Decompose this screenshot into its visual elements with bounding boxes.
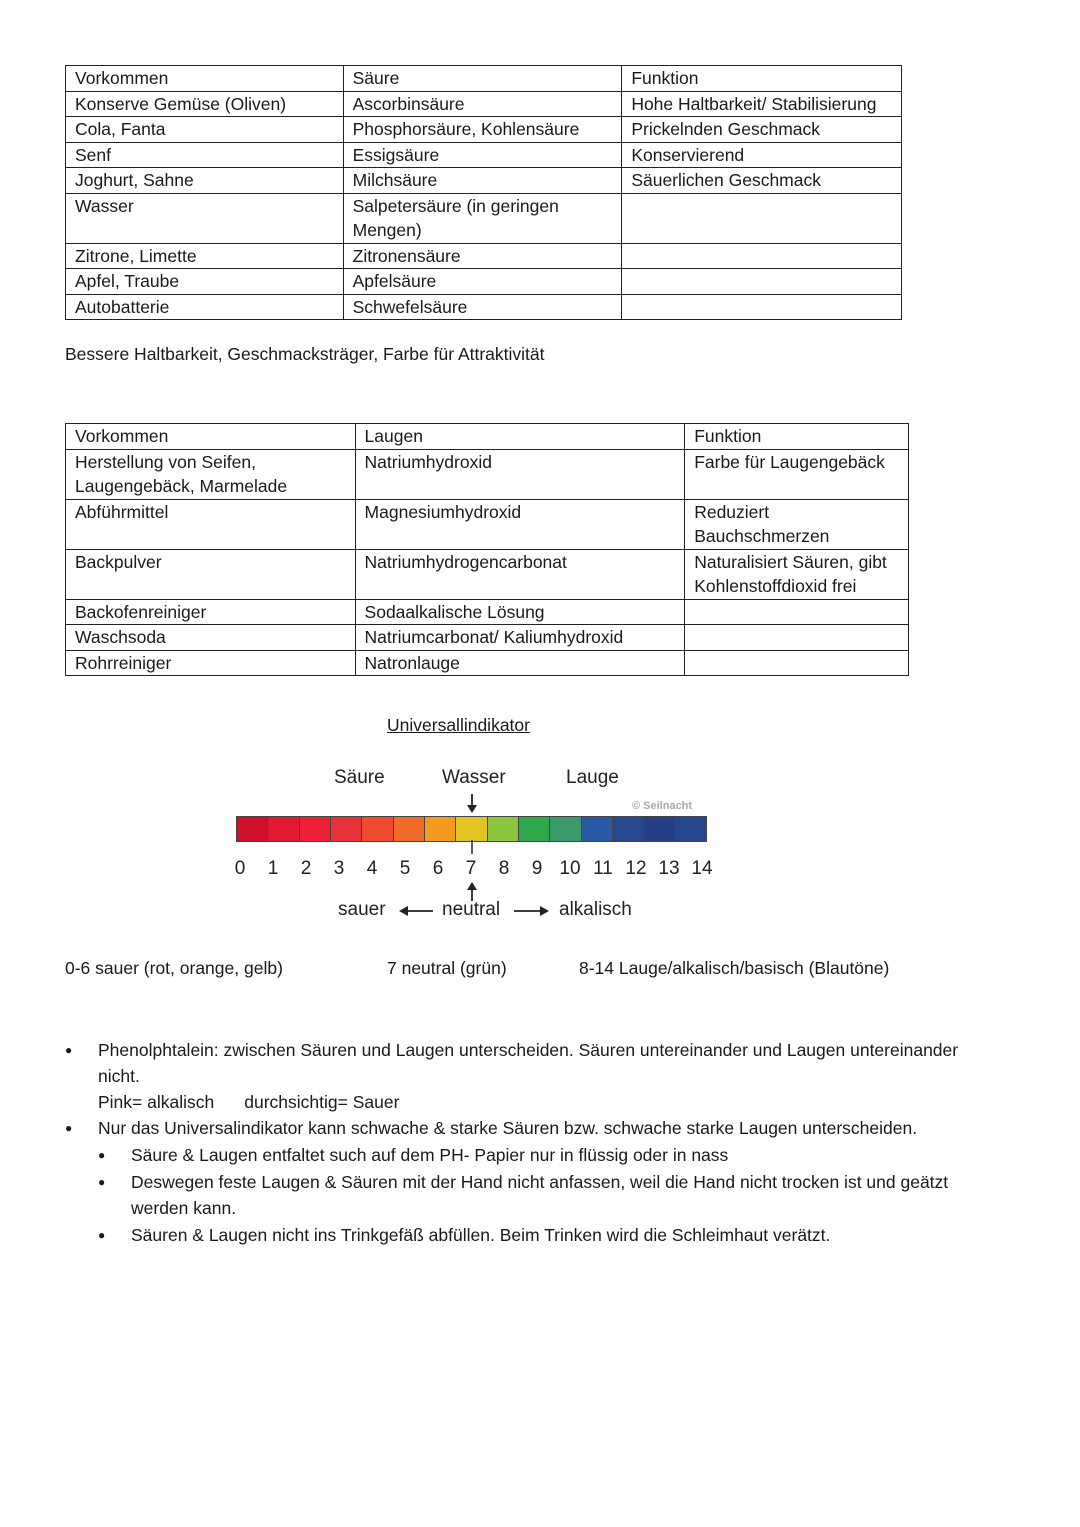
table-cell: Autobatterie	[66, 294, 344, 320]
word-alkalisch: alkalisch	[559, 899, 632, 920]
table-header-cell: Funktion	[685, 424, 909, 450]
table-cell	[685, 650, 909, 676]
range-base: 8-14 Lauge/alkalisch/basisch (Blautöne)	[579, 958, 890, 978]
table-cell: Ascorbinsäure	[343, 91, 622, 117]
label-water: Wasser	[442, 767, 506, 788]
ph-number: 13	[658, 858, 680, 879]
table-row	[66, 243, 902, 269]
ph-segment-0	[237, 817, 268, 841]
table-cell: Säuerlichen Geschmack	[622, 168, 902, 194]
table-cell	[622, 193, 902, 243]
acids-note: Bessere Haltbarkeit, Geschmacksträger, Farbe für Attraktivität	[65, 344, 545, 364]
table-header-row	[66, 66, 902, 92]
table-row	[66, 599, 909, 625]
word-sauer: sauer	[338, 899, 386, 920]
range-neutral: 7 neutral (grün)	[387, 958, 507, 978]
table-cell: Natronlauge	[355, 650, 685, 676]
ph-segment-3	[331, 817, 362, 841]
label-acid: Säure	[334, 767, 385, 788]
sub-notes-list	[98, 1142, 998, 1249]
table-row	[66, 294, 902, 320]
table-cell: Prickelnden Geschmack	[622, 117, 902, 143]
table-row	[66, 142, 902, 168]
table-cell	[622, 269, 902, 295]
table-cell	[622, 294, 902, 320]
arrow-down-icon	[462, 792, 482, 816]
bases-table-body	[66, 424, 909, 676]
ph-number: 8	[498, 858, 510, 879]
arrow-left-icon	[398, 903, 434, 919]
table-row	[66, 549, 909, 599]
acids-table-body	[66, 66, 902, 320]
list-item	[98, 1142, 998, 1169]
table-cell: Reduziert Bauchschmerzen	[685, 499, 909, 549]
ph-number: 5	[399, 858, 411, 879]
table-cell: Sodaalkalische Lösung	[355, 599, 685, 625]
ph-segment-14	[676, 817, 706, 841]
table-cell: Wasser	[66, 193, 344, 243]
note-phenol-line1: ● Phenolphtalein: zwischen Säuren und Laugen unterscheiden. Säuren untereinander und Laugen untereinander	[98, 1040, 959, 1060]
bases-table	[65, 423, 909, 676]
table-header-cell: Vorkommen	[66, 66, 344, 92]
indicator-title: Universallindikator	[387, 715, 530, 735]
table-cell: Konservierend	[622, 142, 902, 168]
note-universal: ● Nur das Universalindikator kann schwache & starke Säuren bzw. schwache starke Laugen unterscheiden.	[98, 1118, 918, 1138]
ph-scale-numbers	[0, 858, 1080, 882]
table-row	[66, 193, 902, 243]
table-row	[66, 91, 902, 117]
sub-note-1: ● Säure & Laugen entfaltet such auf dem PH- Papier nur in flüssig oder in nass	[131, 1145, 729, 1165]
table-header-cell: Vorkommen	[66, 424, 356, 450]
table-cell: Phosphorsäure, Kohlensäure	[343, 117, 622, 143]
note-clear: durchsichtig= Sauer	[244, 1092, 400, 1112]
sub-note-3: ● Säuren & Laugen nicht ins Trinkgefäß abfüllen. Beim Trinken wird die Schleimhaut verätzt.	[131, 1225, 831, 1245]
ph-segment-10	[550, 817, 581, 841]
table-cell: Zitrone, Limette	[66, 243, 344, 269]
ph-segment-5	[394, 817, 425, 841]
table-cell: Salpetersäure (in geringen Mengen)	[343, 193, 622, 243]
ph-number: 11	[593, 858, 613, 879]
table-cell: Essigsäure	[343, 142, 622, 168]
table-cell: Senf	[66, 142, 344, 168]
range-acid: 0-6 sauer (rot, orange, gelb)	[65, 958, 283, 978]
sub-note-2-line2: werden kann.	[131, 1198, 237, 1218]
table-cell: Hohe Haltbarkeit/ Stabilisierung	[622, 91, 902, 117]
table-row	[66, 269, 902, 295]
ph-number: 4	[366, 858, 378, 879]
ph-segment-7	[456, 817, 487, 841]
ph-segment-12	[613, 817, 644, 841]
notes-list	[65, 1037, 1025, 1141]
table-cell	[685, 625, 909, 651]
table-cell: Zitronensäure	[343, 243, 622, 269]
table-row	[66, 117, 902, 143]
label-base: Lauge	[566, 767, 619, 788]
table-cell: Cola, Fanta	[66, 117, 344, 143]
ph-number: 10	[559, 858, 581, 879]
ph-segment-11	[582, 817, 613, 841]
table-header-cell: Laugen	[355, 424, 685, 450]
ph-number: 14	[691, 858, 713, 879]
ph-number: 2	[300, 858, 312, 879]
table-cell: Backofenreiniger	[66, 599, 356, 625]
ph-number: 7	[465, 858, 477, 879]
table-cell: Abführmittel	[66, 499, 356, 549]
list-item	[98, 1221, 998, 1249]
ph-number: 6	[432, 858, 444, 879]
table-row	[66, 168, 902, 194]
ph-segment-4	[362, 817, 393, 841]
table-header-row	[66, 424, 909, 450]
ph-color-bar	[236, 816, 707, 842]
table-cell: Joghurt, Sahne	[66, 168, 344, 194]
ph-segment-1	[268, 817, 299, 841]
neutral-tick	[470, 840, 474, 854]
list-item	[98, 1169, 998, 1221]
ph-segment-9	[519, 817, 550, 841]
arrow-right-icon	[514, 903, 550, 919]
list-item	[65, 1037, 1025, 1115]
table-row	[66, 625, 909, 651]
table-cell: Magnesiumhydroxid	[355, 499, 685, 549]
note-phenol-colors	[98, 1089, 1025, 1115]
table-cell: Naturalisiert Säuren, gibt Kohlenstoffdioxid frei	[685, 549, 909, 599]
sub-note-2-line1: ● Deswegen feste Laugen & Säuren mit der Hand nicht anfassen, weil die Hand nicht trocken ist und geätzt	[131, 1172, 949, 1192]
ph-number: 3	[333, 858, 345, 879]
table-cell: Natriumcarbonat/ Kaliumhydroxid	[355, 625, 685, 651]
table-cell: Schwefelsäure	[343, 294, 622, 320]
table-cell: Konserve Gemüse (Oliven)	[66, 91, 344, 117]
table-cell: Natriumhydroxid	[355, 449, 685, 499]
table-row	[66, 650, 909, 676]
table-cell: Backpulver	[66, 549, 356, 599]
table-header-cell: Funktion	[622, 66, 902, 92]
ph-segment-13	[644, 817, 675, 841]
ph-segment-6	[425, 817, 456, 841]
ph-number: 1	[267, 858, 279, 879]
table-cell: Farbe für Laugengebäck	[685, 449, 909, 499]
ph-number: 12	[625, 858, 647, 879]
table-row	[66, 449, 909, 499]
ph-segment-8	[488, 817, 519, 841]
ph-segment-2	[300, 817, 331, 841]
ph-number: 0	[234, 858, 246, 879]
table-header-cell: Säure	[343, 66, 622, 92]
word-neutral: neutral	[442, 899, 501, 920]
table-cell: Waschsoda	[66, 625, 356, 651]
acids-table	[65, 65, 902, 320]
table-cell: Apfelsäure	[343, 269, 622, 295]
table-row	[66, 499, 909, 549]
ph-number: 9	[531, 858, 543, 879]
table-cell: Rohrreiniger	[66, 650, 356, 676]
table-cell	[685, 599, 909, 625]
watermark: © Seilnacht	[632, 800, 693, 812]
table-cell	[622, 243, 902, 269]
table-cell: Apfel, Traube	[66, 269, 344, 295]
list-item	[65, 1115, 1025, 1141]
table-cell: Herstellung von Seifen, Laugengebäck, Marmelade	[66, 449, 356, 499]
note-pink: Pink= alkalisch	[98, 1092, 215, 1112]
table-cell: Natriumhydrogencarbonat	[355, 549, 685, 599]
table-cell: Milchsäure	[343, 168, 622, 194]
note-phenol-line2: nicht.	[98, 1066, 140, 1086]
